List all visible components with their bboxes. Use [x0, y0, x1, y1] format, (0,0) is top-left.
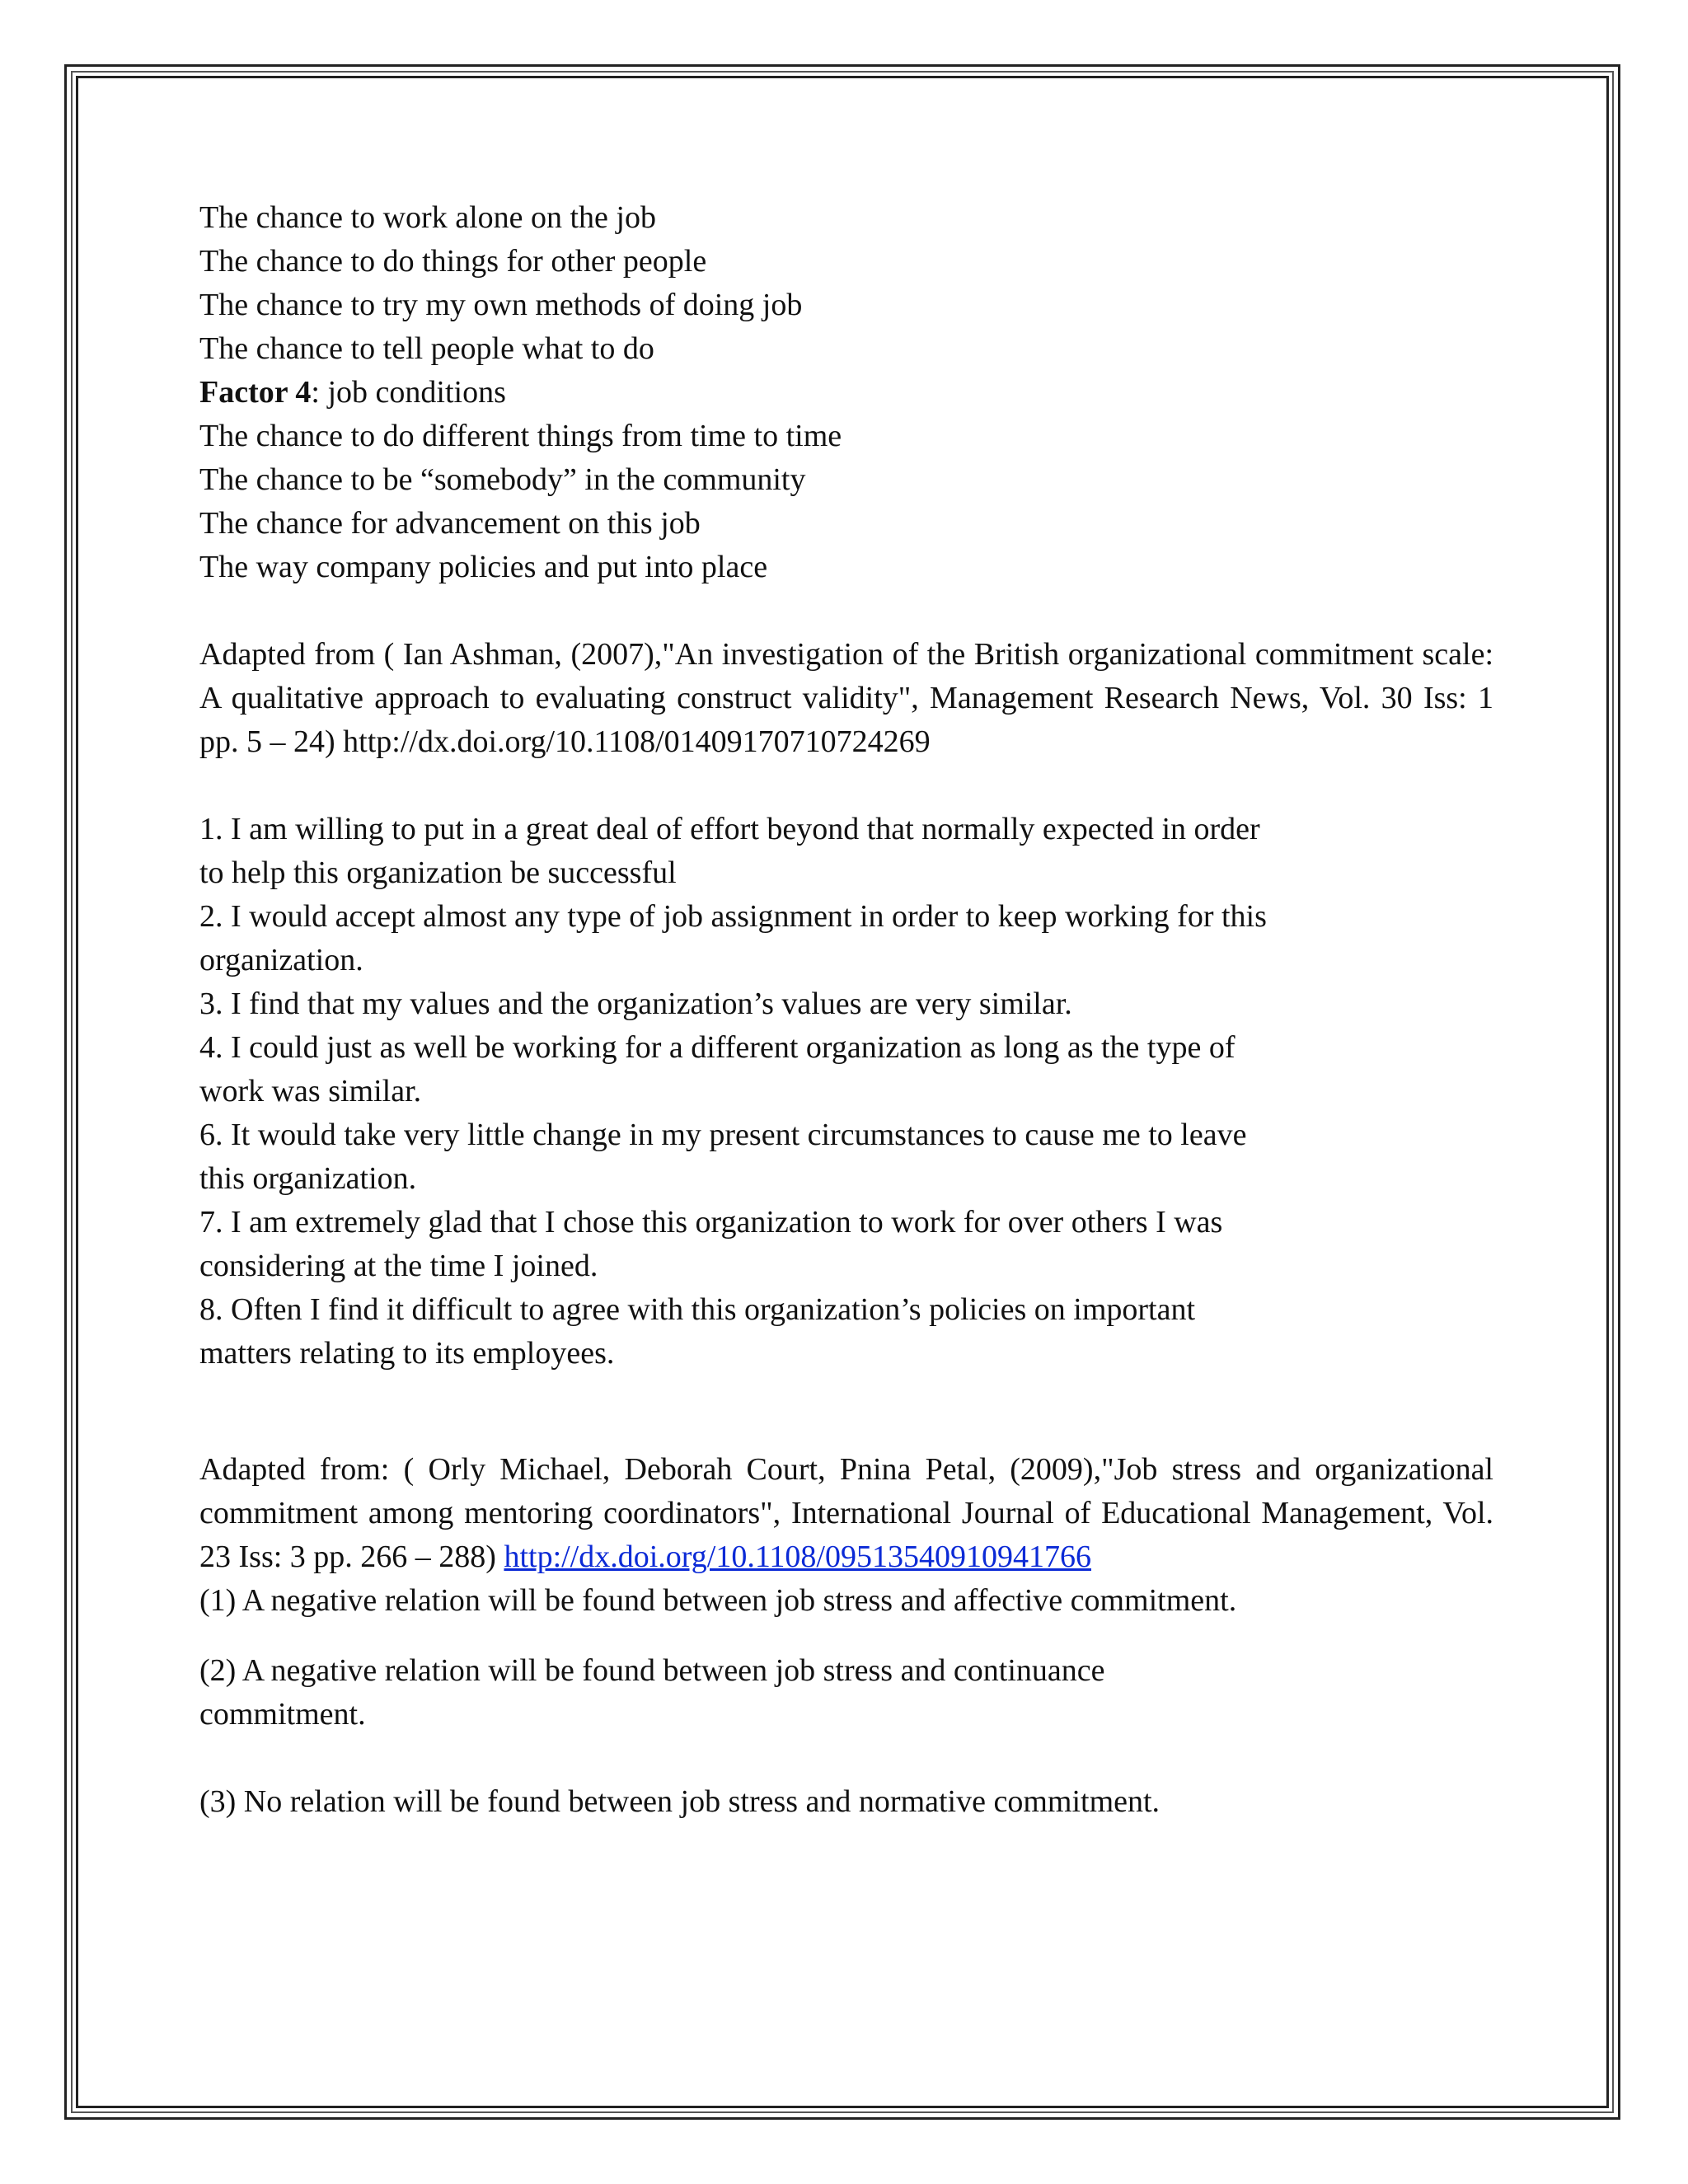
factor4-items	[199, 415, 1493, 589]
statement-line: 6. It would take very little change in my present circumstances to cause me to leave	[199, 1118, 1247, 1152]
hypothesis-2-line1: (2) A negative relation will be found between job stress and continuance	[199, 1653, 1105, 1688]
list-item: The chance to do different things from time to time	[199, 419, 842, 453]
factor4-label: Factor 4	[199, 375, 312, 410]
hypothesis-2-line2: commitment.	[199, 1697, 366, 1732]
statement-line: 4. I could just as well be working for a different organization as long as the type of	[199, 1030, 1236, 1065]
citation-ashman: Adapted from ( Ian Ashman, (2007),"An investigation of the British organizational commitment scale: A qualitative approach to evaluating construct validity", Management Research News, Vol. 30 Iss: 1 pp. 5 – 24) http://dx.doi.org/10.1108/01409170710724269	[199, 637, 1493, 759]
document-body	[199, 196, 1493, 1824]
statement-line: work was similar.	[199, 1074, 422, 1108]
list-item: The chance to be “somebody” in the community	[199, 462, 806, 497]
list-item: The chance to do things for other people	[199, 244, 707, 279]
statement-line: considering at the time I joined.	[199, 1249, 598, 1283]
hypothesis-1: (1) A negative relation will be found between job stress and affective commitment.	[199, 1583, 1237, 1618]
statement-line: 3. I find that my values and the organization’s values are very similar.	[199, 987, 1072, 1021]
statement-line: 1. I am willing to put in a great deal of effort beyond that normally expected in order	[199, 812, 1260, 846]
factor4-heading	[199, 371, 1493, 415]
statement-line: to help this organization be successful	[199, 855, 677, 890]
list-item: The way company policies and put into place	[199, 550, 768, 584]
citation-michael	[199, 1448, 1493, 1579]
list-item: The chance for advancement on this job	[199, 506, 701, 541]
hypothesis-3: (3) No relation will be found between job stress and normative commitment.	[199, 1784, 1160, 1819]
factor-items-top	[199, 196, 1493, 371]
statement-line: this organization.	[199, 1161, 417, 1196]
commitment-statements	[199, 808, 1493, 1376]
citation-michael-text: Adapted from: ( Orly Michael, Deborah Court, Pnina Petal, (2009),"Job stress and organizational commitment among mentoring coordinators", International Journal of Educational Management, Vol. 23 Iss: 3 pp. 266 – 288)	[199, 1452, 1493, 1574]
list-item: The chance to work alone on the job	[199, 200, 656, 235]
statement-line: matters relating to its employees.	[199, 1336, 615, 1371]
statement-line: 8. Often I find it difficult to agree with this organization’s policies on important	[199, 1292, 1196, 1327]
statement-line: 7. I am extremely glad that I chose this organization to work for over others I was	[199, 1205, 1223, 1240]
doi-link[interactable]: http://dx.doi.org/10.1108/09513540910941766	[504, 1540, 1091, 1574]
statement-line: 2. I would accept almost any type of job assignment in order to keep working for this	[199, 899, 1267, 934]
list-item: The chance to tell people what to do	[199, 331, 654, 366]
statement-line: organization.	[199, 943, 363, 977]
factor4-title: : job conditions	[311, 375, 506, 410]
list-item: The chance to try my own methods of doing job	[199, 288, 803, 322]
